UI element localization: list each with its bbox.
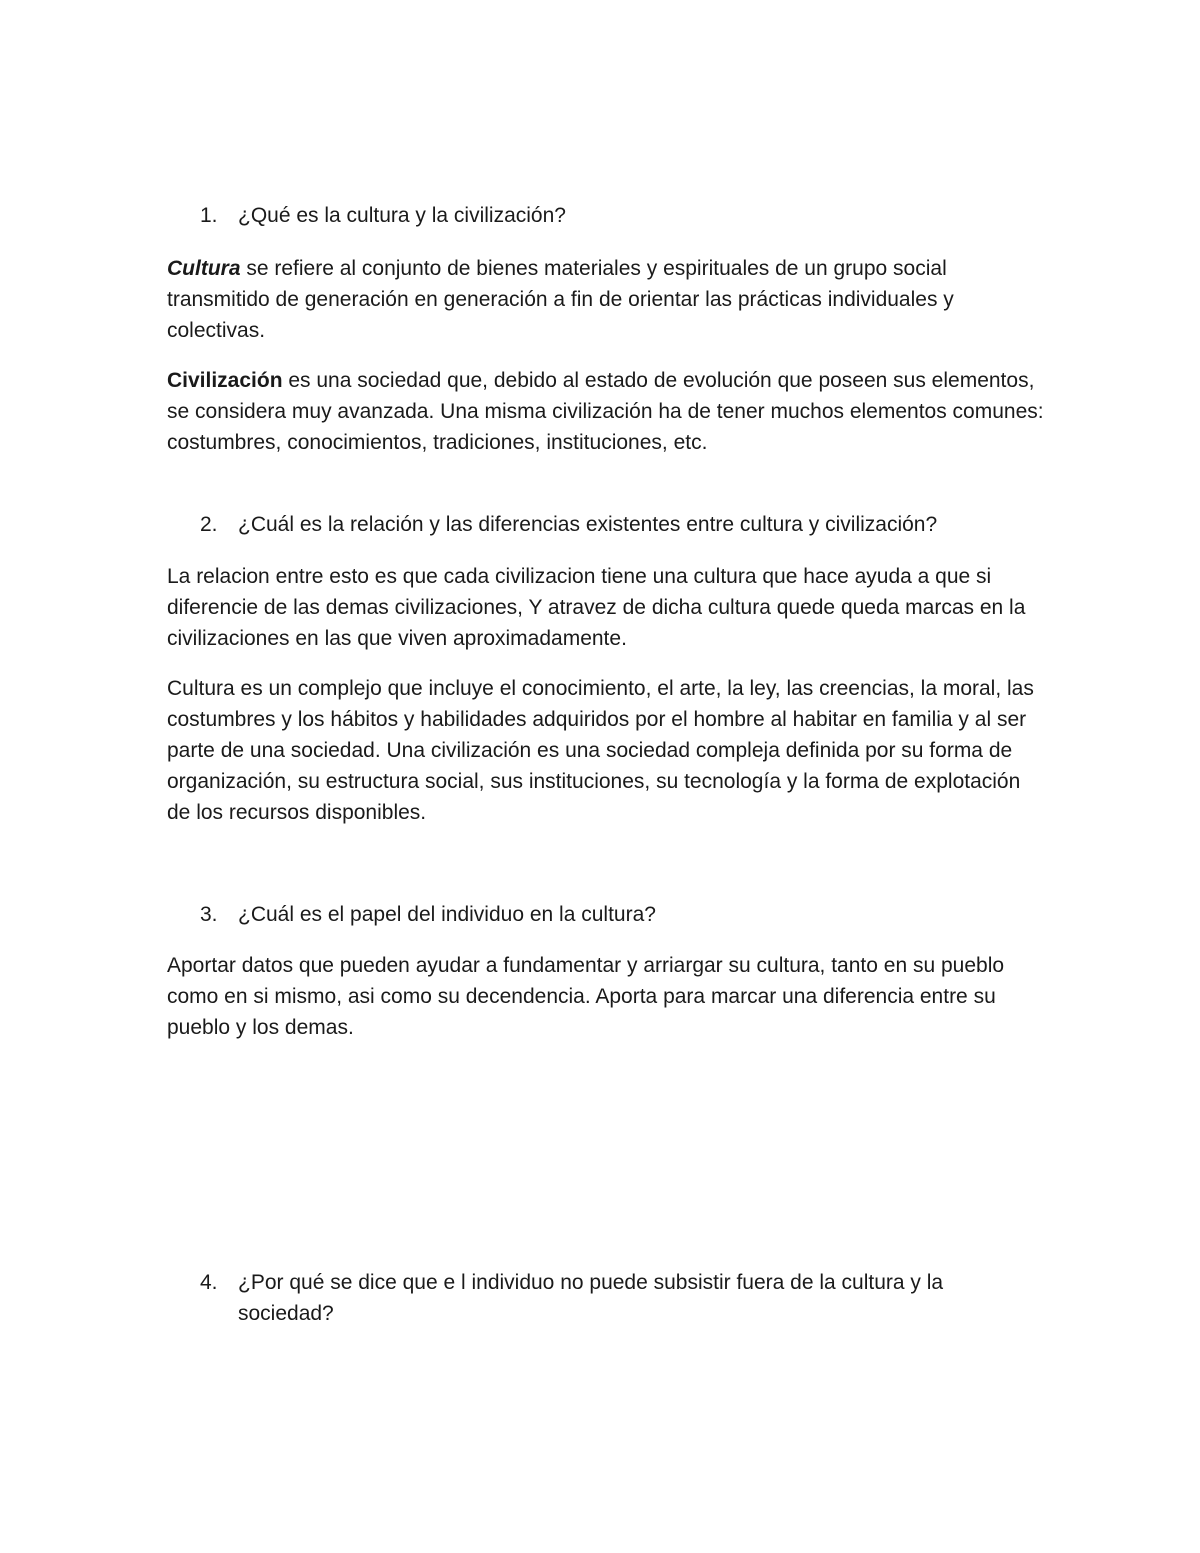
answer-relacion-paragraph-1 [167, 561, 1047, 654]
question-4 [200, 1267, 1040, 1329]
papel-text: Aportar datos que pueden ayudar a fundamentar y arriargar su cultura, tanto en su pueblo como en si mismo, asi como su decendencia. Aporta para marcar una diferencia entre su pueblo y los demas. [167, 954, 1005, 1039]
civilizacion-definition: es una sociedad que, debido al estado de evolución que poseen sus elementos, se considera muy avanzada. Una misma civilización ha de tener muchos elementos comunes: costumbres, conocimientos, tradiciones, instituciones, etc. [167, 369, 1044, 454]
question-4-number: 4. [200, 1271, 218, 1294]
question-3 [200, 899, 1040, 930]
answer-cultura-paragraph [167, 253, 1047, 346]
question-2 [200, 509, 1040, 540]
question-1-text: ¿Qué es la cultura y la civilización? [238, 204, 566, 227]
question-4-text: ¿Por qué se dice que e l individuo no puede subsistir fuera de la cultura y la sociedad? [238, 1271, 944, 1325]
question-3-text: ¿Cuál es el papel del individuo en la cultura? [238, 903, 656, 926]
question-1-number: 1. [200, 204, 218, 227]
answer-relacion-paragraph-2 [167, 673, 1047, 828]
relacion-text-1: La relacion entre esto es que cada civilizacion tiene una cultura que hace ayuda a que si diferencie de las demas civilizaciones, Y atravez de dicha cultura quede queda marcas en la civilizaciones en las que viven aproximadamente. [167, 565, 1026, 650]
civilizacion-term: Civilización [167, 369, 283, 392]
question-1 [200, 200, 1040, 231]
relacion-text-2: Cultura es un complejo que incluye el conocimiento, el arte, la ley, las creencias, la moral, las costumbres y los hábitos y habilidades adquiridos por el hombre al habitar en familia y al ser parte de una sociedad. Una civilización es una sociedad compleja definida por su forma de organización, su estructura social, sus instituciones, su tecnología y la forma de explotación de los recursos disponibles. [167, 677, 1034, 824]
question-2-number: 2. [200, 513, 218, 536]
question-3-number: 3. [200, 903, 218, 926]
cultura-definition: se refiere al conjunto de bienes materiales y espirituales de un grupo social transmitido de generación en generación a fin de orientar las prácticas individuales y colectivas. [167, 257, 954, 342]
cultura-term: Cultura [167, 257, 241, 280]
answer-papel-paragraph [167, 950, 1047, 1043]
answer-civilizacion-paragraph [167, 365, 1047, 458]
question-2-text: ¿Cuál es la relación y las diferencias existentes entre cultura y civilización? [238, 513, 938, 536]
